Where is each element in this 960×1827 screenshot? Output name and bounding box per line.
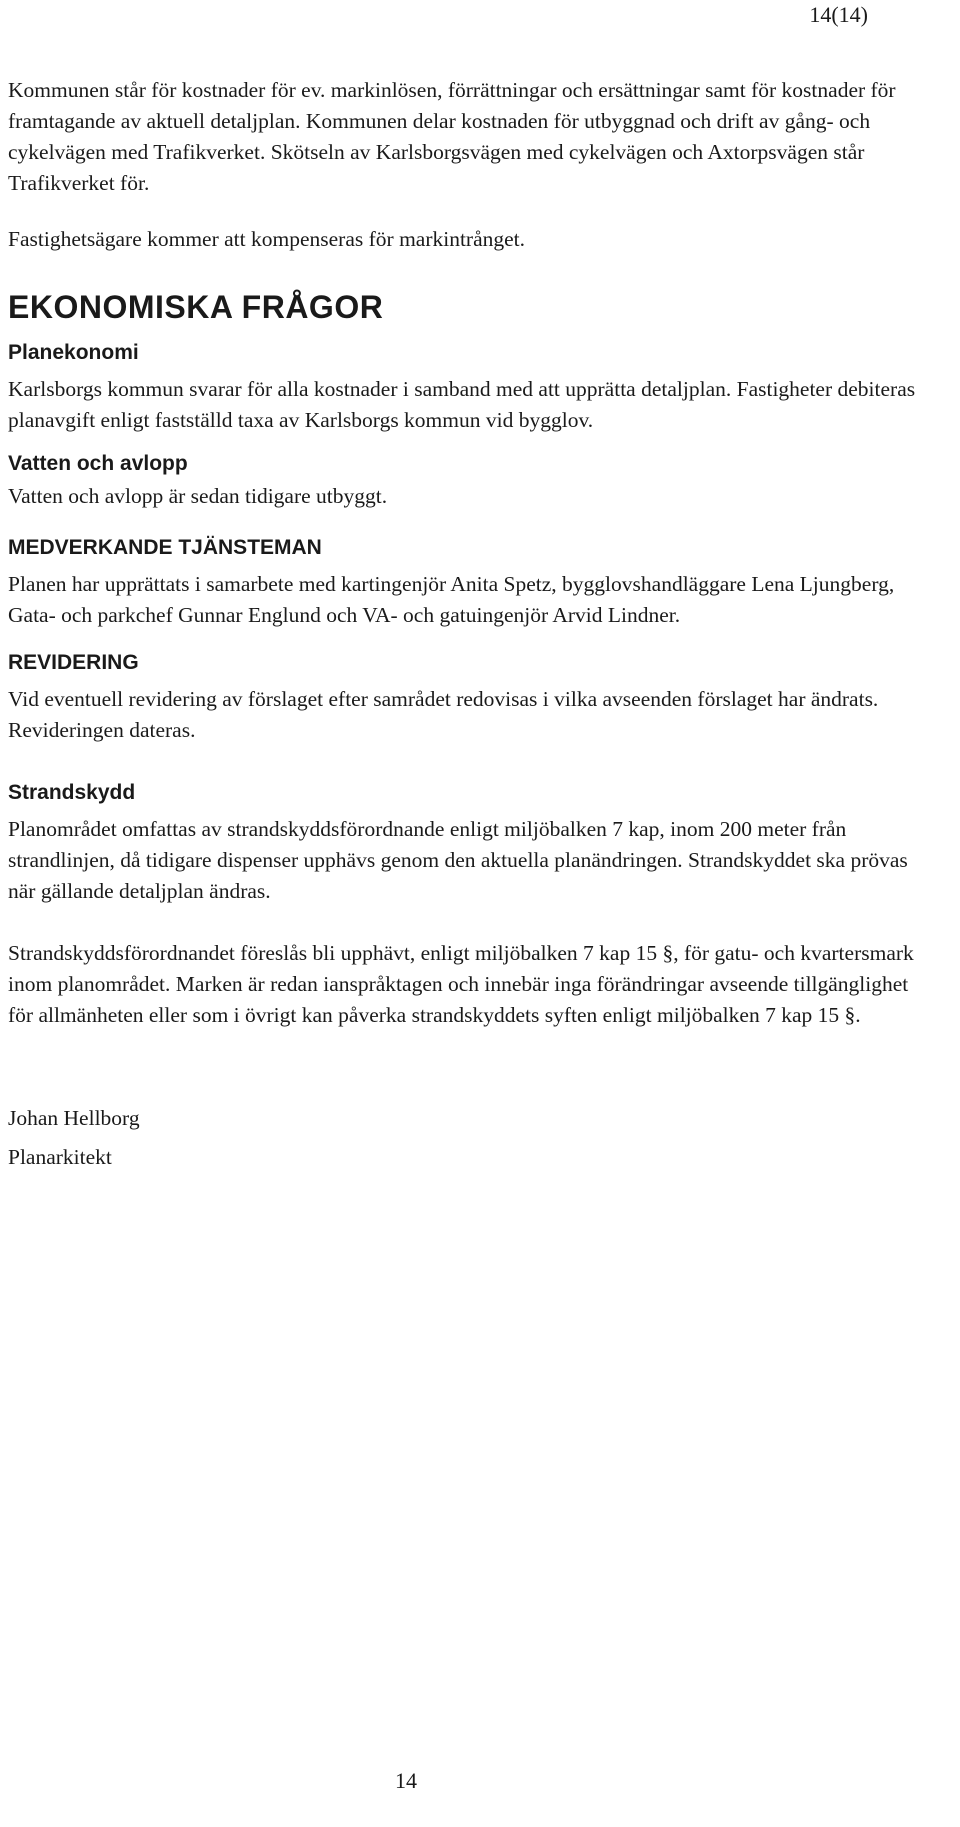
document-body: [8, 75, 923, 1173]
page-number-footer: 14: [395, 1768, 417, 1793]
intro-paragraph: Kommunen står för kostnader för ev. markinlösen, förrättningar och ersättningar samt för kostnader för framtagande av aktuell detaljplan. Kommunen delar kostnaden för utbyggnad och drift av gång- och cykelvägen med Trafikverket. Skötseln av Karlsborgsvägen med cykelvägen och Axtorpsvägen står Trafikverket för.: [8, 78, 896, 195]
signature-title: Planarkitekt: [8, 1145, 112, 1169]
signature-name: Johan Hellborg: [8, 1106, 140, 1130]
compensation-paragraph: Fastighetsägare kommer att kompenseras för markintrånget.: [8, 227, 526, 251]
heading-vatten-och-avlopp: Vatten och avlopp: [8, 452, 188, 475]
revidering-text: Vid eventuell revidering av förslaget efter samrådet redovisas i vilka avseenden förslaget har ändrats. Revideringen dateras.: [8, 687, 879, 742]
page-indicator: 14(14): [809, 2, 868, 27]
heading-revidering: REVIDERING: [8, 651, 139, 674]
strandskydd-text-1: Planområdet omfattas av strandskyddsförordnande enligt miljöbalken 7 kap, inom 200 meter från strandlinjen, då tidigare dispenser upphävs genom den aktuella planändringen. Strandskyddet ska prövas när gällande detaljplan ändras.: [8, 817, 908, 903]
strandskydd-text-2: Strandskyddsförordnandet föreslås bli upphävt, enligt miljöbalken 7 kap 15 §, för gatu- och kvartersmark inom planområdet. Marken är redan ianspråktagen och innebär inga förändringar avseende tillgänglighet för allmänheten eller som i övrigt kan påverka strandskyddets syften enligt miljöbalken 7 kap 15 §.: [8, 941, 914, 1027]
heading-medverkande-tjansteman: MEDVERKANDE TJÄNSTEMAN: [8, 536, 322, 559]
vatten-och-avlopp-text: Vatten och avlopp är sedan tidigare utbyggt.: [8, 484, 388, 508]
planekonomi-text: Karlsborgs kommun svarar för alla kostnader i samband med att upprätta detaljplan. Fastigheter debiteras planavgift enligt fastställd taxa av Karlsborgs kommun vid bygglov.: [8, 377, 916, 432]
heading-ekonomiska-fragor: EKONOMISKA FRÅGOR: [8, 289, 384, 325]
heading-strandskydd: Strandskydd: [8, 781, 136, 804]
heading-planekonomi: Planekonomi: [8, 341, 139, 364]
medverkande-text: Planen har upprättats i samarbete med kartingenjör Anita Spetz, bygglovshandläggare Lena Ljungberg, Gata- och parkchef Gunnar Englund och VA- och gatuingenjör Arvid Lindner.: [8, 572, 895, 627]
